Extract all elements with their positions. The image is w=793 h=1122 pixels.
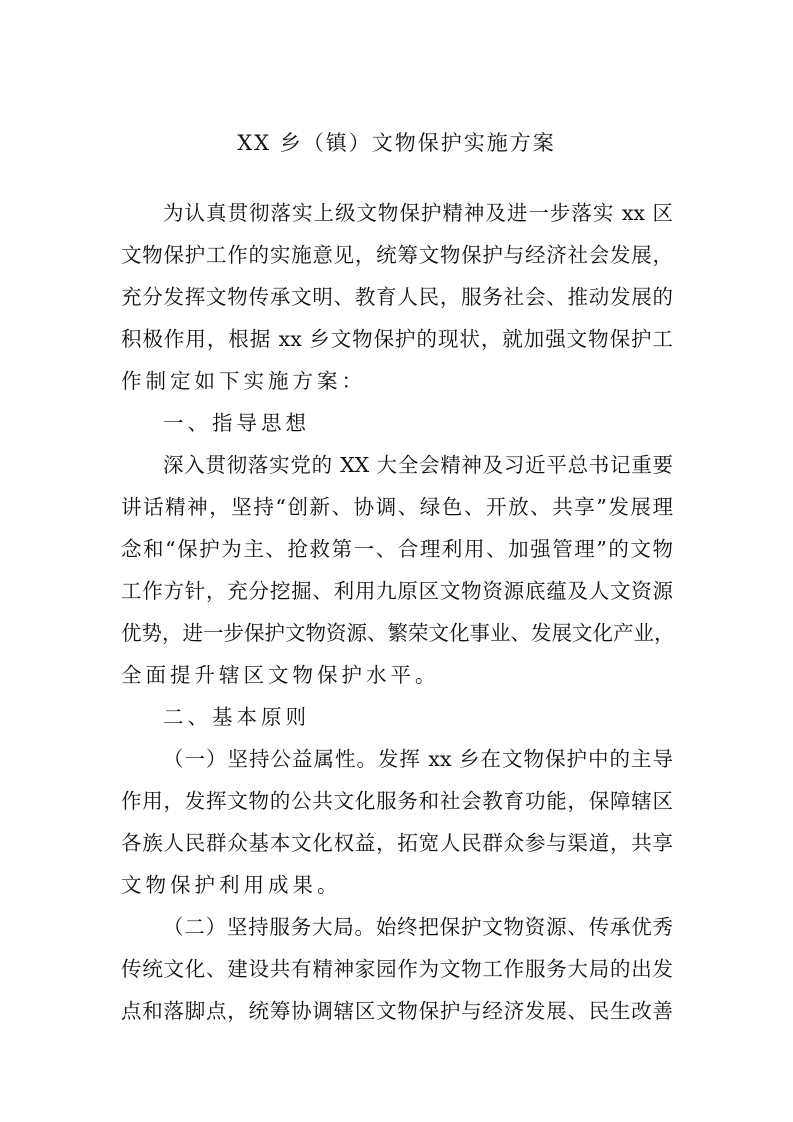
paragraph-line: 作用，发挥文物的公共文化服务和社会教育功能，保障辖区 [121, 789, 673, 813]
paragraph-line: 念和“保护为主、抢救第一、合理利用、加强管理”的文物 [121, 537, 673, 561]
paragraph-line: 文物保护利用成果。 [121, 873, 342, 897]
document-title: XX 乡（镇）文物保护实施方案 [237, 131, 556, 155]
paragraph-line: 各族人民群众基本文化权益，拓宽人民群众参与渠道，共享 [121, 831, 673, 855]
paragraph-line: 充分发挥文物传承文明、教育人民，服务社会、推动发展的 [121, 285, 673, 309]
paragraph-line: 文物保护工作的实施意见，统筹文物保护与经济社会发展， [121, 243, 673, 267]
section-heading: 一、指导思想 [163, 411, 310, 435]
section-heading: 二、基本原则 [163, 705, 310, 729]
paragraph-line: 深入贯彻落实党的 XX 大全会精神及习近平总书记重要 [163, 453, 673, 477]
paragraph-line: 为认真贯彻落实上级文物保护精神及进一步落实 xx 区 [163, 201, 673, 225]
paragraph-line: 优势，进一步保护文物资源、繁荣文化事业、发展文化产业， [121, 621, 675, 645]
paragraph-line: 讲话精神，坚持“创新、协调、绿色、开放、共享”发展理 [121, 495, 673, 519]
paragraph-line: 积极作用，根据 xx 乡文物保护的现状，就加强文物保护工 [121, 327, 673, 351]
paragraph-line: 点和落脚点，统筹协调辖区文物保护与经济发展、民生改善 [121, 999, 673, 1023]
paragraph-line: 传统文化、建设共有精神家园作为文物工作服务大局的出发 [121, 957, 673, 981]
paragraph-line: 全面提升辖区文物保护水平。 [121, 663, 440, 687]
paragraph-line: （二）坚持服务大局。始终把保护文物资源、传承优秀 [163, 915, 673, 939]
paragraph-line: （一）坚持公益属性。发挥 xx 乡在文物保护中的主导 [163, 747, 673, 771]
paragraph-line: 作制定如下实施方案： [121, 369, 366, 393]
paragraph-line: 工作方针，充分挖掘、利用九原区文物资源底蕴及人文资源 [121, 579, 673, 603]
